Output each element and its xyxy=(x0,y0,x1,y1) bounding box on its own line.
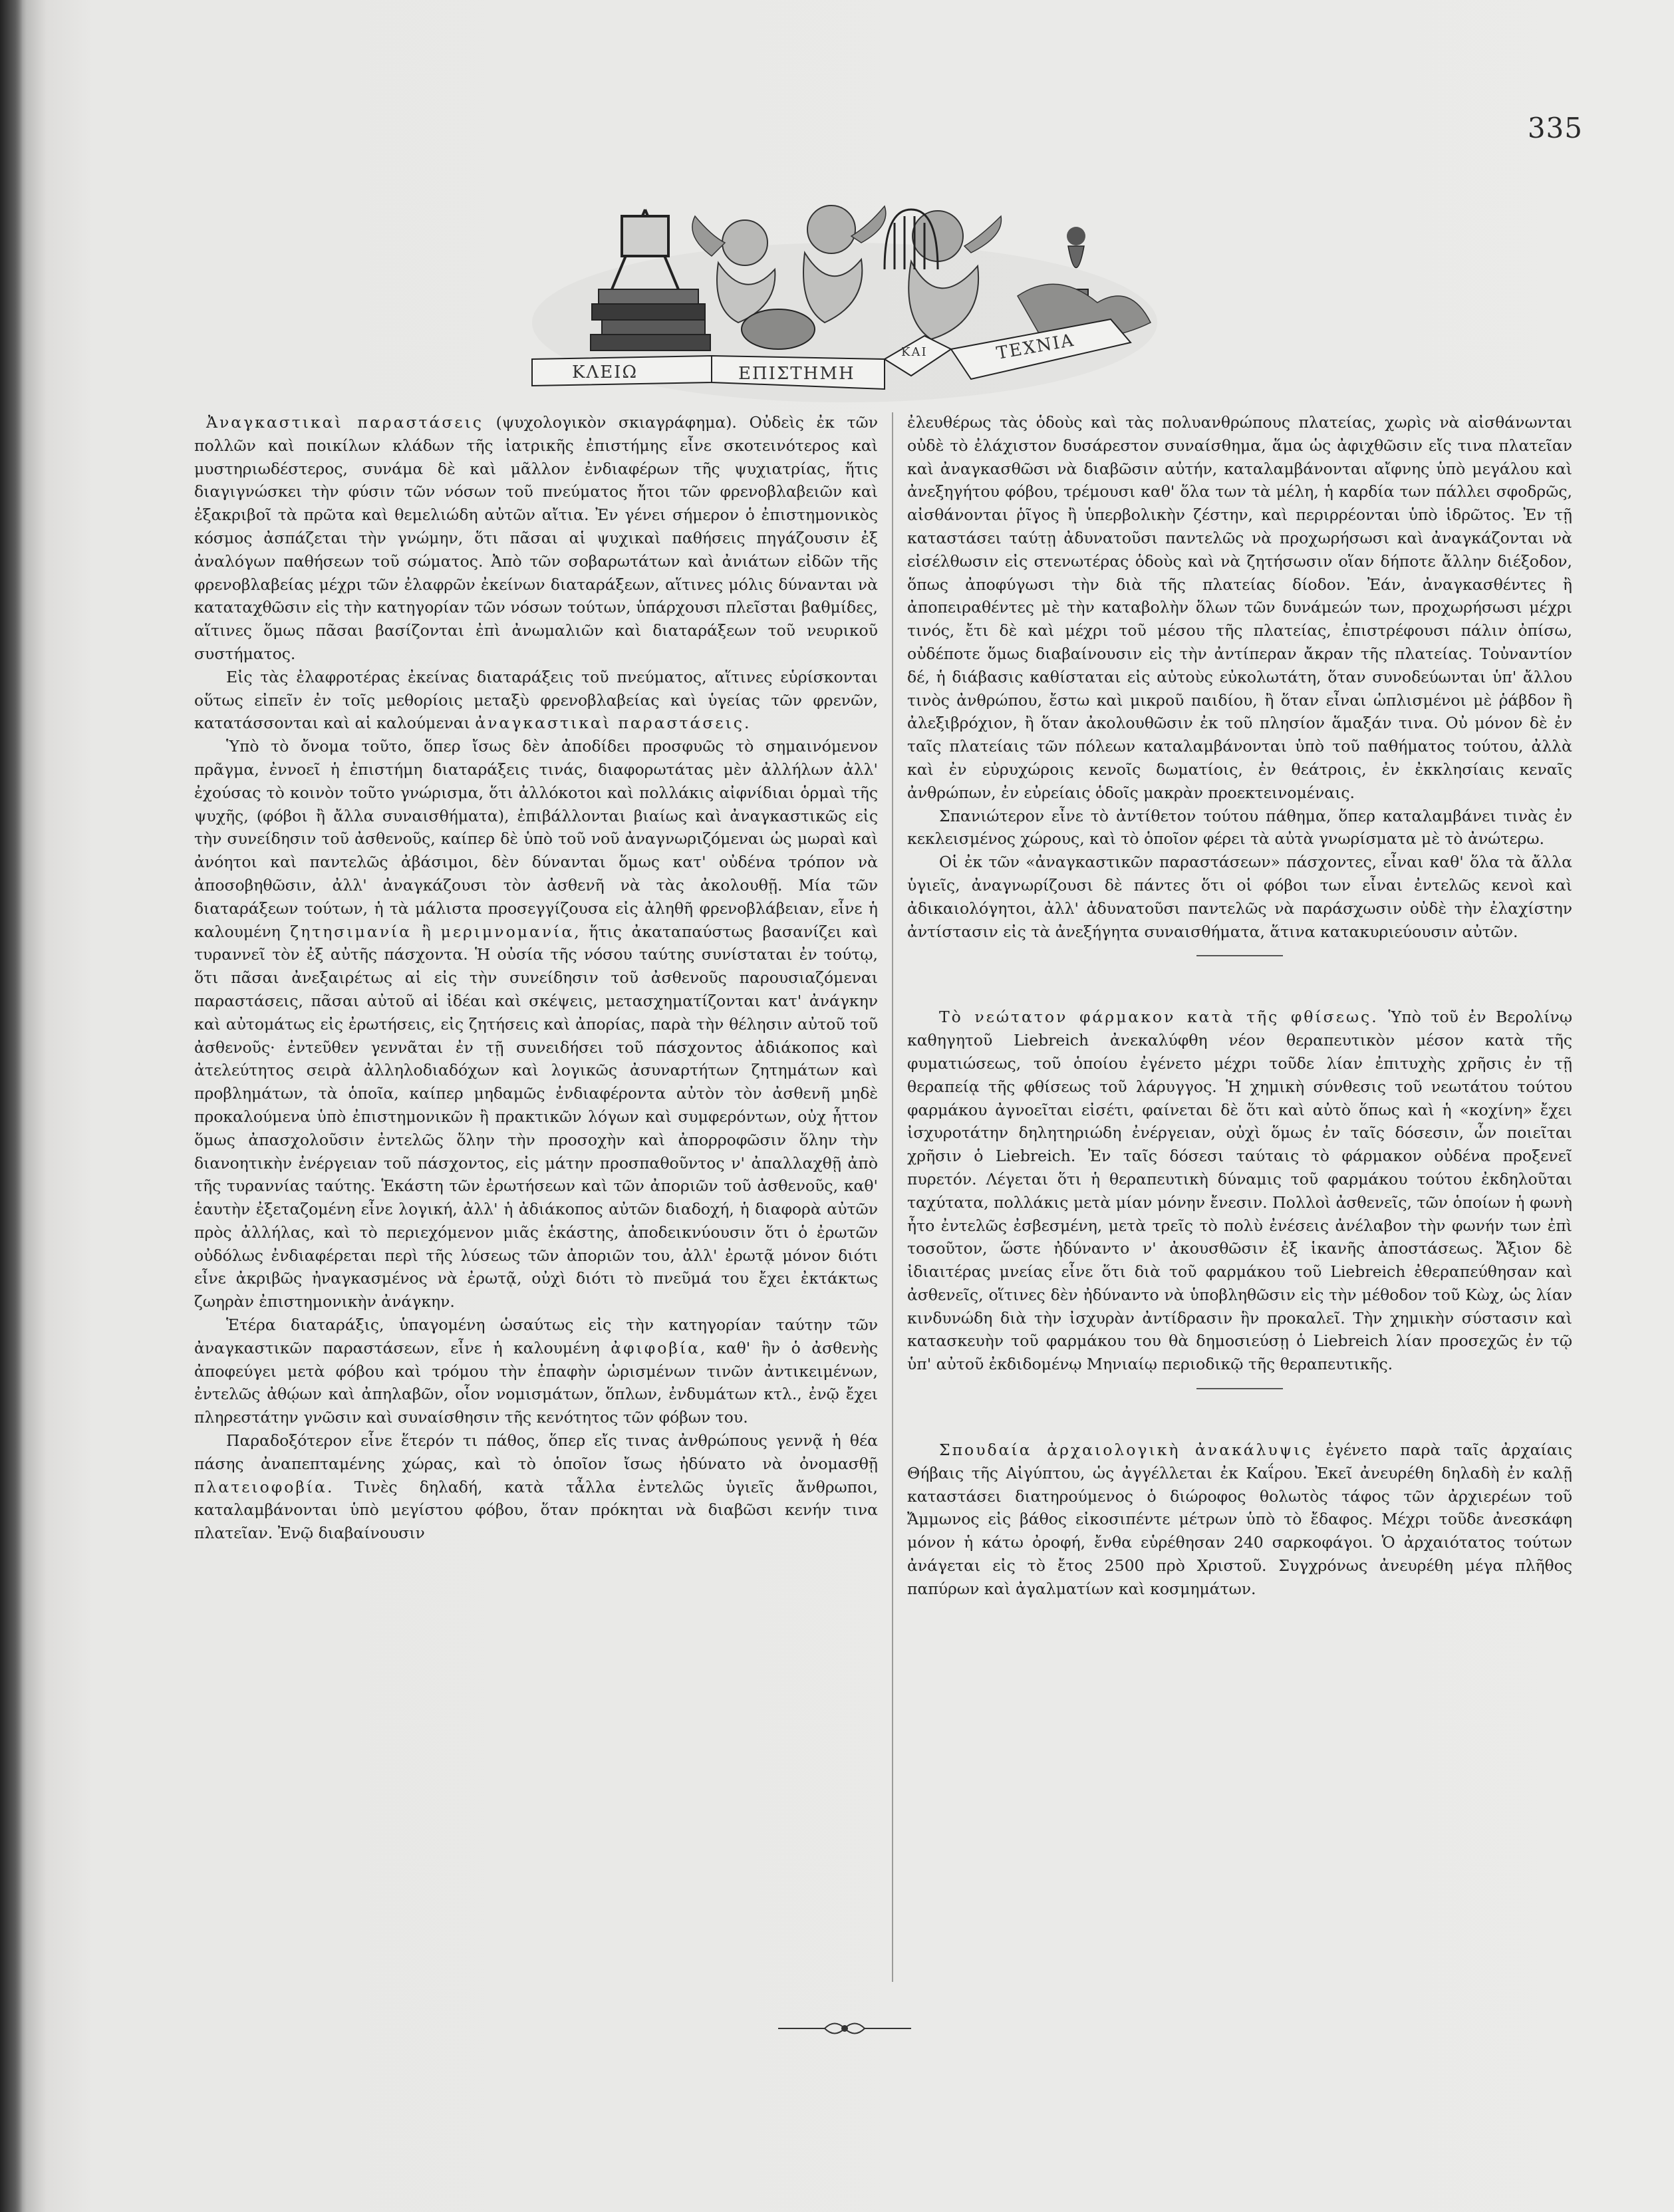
emphasized-term: πλατειοφοβία xyxy=(194,1477,328,1496)
article-paragraph: Ὑπὸ τὸ ὄνομα τοῦτο, ὅπερ ἴσως δὲν ἀποδίδει προσφυῶς τὸ σημαινόμενον πρᾶγμα, ἐννοεῖ ἡ ἐπιστήμη διαταράξεις τινάς, διαφορωτάτας μὲν ἀλλήλων ἀλλ' ἐχούσας τὸ κοινὸν τοῦτο γνώρισμα, ὅτι ἀλλόκοτοι καὶ πολλάκις αἰφνίδιαι ὁρμαὶ τῆς ψυχῆς, (φόβοι ἢ ἄλλα συναισθήματα), ἐπιβάλλονται βιαίως καὶ ἀναγκαστικῶς εἰς τὴν συνείδησιν τοῦ ἀσθενοῦς, καίπερ δὲ ὑπὸ τοῦ νοῦ ἀναγνωριζόμεναι ὡς μωραὶ καὶ ἀνόητοι καὶ παντελῶς ἀβάσιμοι, δὲν δύνανται ὅμως κατ' οὐδένα τρόπον νὰ ἀποσοβηθῶσιν, ἀλλ' ἀναγκάζουσι τὸν ἀσθενῆ νὰ τὰς ἀκολουθῇ. Μία τῶν διαταράξεων τούτων, ἡ τὰ μάλιστα προσεγγίζουσα εἰς ἀληθῆ φρενοβλάβειαν, εἶνε ἡ καλουμένη ζητησιμανία ἢ μεριμνομανία, ἥτις ἀκαταπαύστως βασανίζει καὶ τυραννεῖ τὸν ἐξ αὐτῆς πάσχοντα. Ἡ οὐσία τῆς νόσου ταύτης συνίσταται ἐν τούτῳ, ὅτι πᾶσαι ἀνεξαιρέτως αἱ εἰς τὴν συνείδησιν τοῦ ἀσθενοῦς παρουσιαζόμεναι παραστάσεις, πᾶσαι αὐτοῦ αἱ ἰδέαι καὶ σκέψεις, μετασχηματίζονται κατ' ἀνάγκην καὶ αὐτομάτως εἰς ἐρωτήσεις, εἰς ζητήσεις καὶ ἀπορίας, παρὰ τὴν θέλησιν αὐτοῦ τοῦ ἀσθενοῦς· ἐντεῦθεν γεννᾶται ἐν τῇ συνειδήσει τοῦ πάσχοντος ἀδιάκοπος καὶ ἀτελεύτητος σειρὰ ἀλληλοδιαδόχων καὶ λογικῶς ἀσυναρτήτων ζητημάτων καὶ προβλημάτων, τὰ ὁποῖα, καίπερ μηδαμῶς ἐνδιαφέροντα αὐτὸν τὸν ἀσθενῆ μηδὲ προκαλούμενα ὑπὸ ἐπιστημονικῶν ἢ πρακτικῶν λόγων καὶ συμφερόντων, οὐχ ἧττον ὅμως ἀπασχολοῦσιν ἐντελῶς ὅλην τὴν προσοχὴν καὶ ἀπορροφῶσιν ὅλην τὴν διανοητικὴν ἐνέργειαν τοῦ πάσχοντος, εἰς μάτην προσπαθοῦντος ν' ἀπαλλαχθῇ ἀπὸ τῆς τυραννίας ταύτης. Ἑκάστη τῶν ἐρωτήσεων καὶ τῶν ἀποριῶν τοῦ ἀσθενοῦς, καθ' ἑαυτὴν ἐξεταζομένη εἶνε λογική, ἀλλ' ἡ ἀδιάκοπος αὐτῶν διαδοχή, ἡ διαφορὰ αὐτῶν πρὸς ἀλλήλας, καὶ τὸ περιεχόμενον μιᾶς ἑκάστης, ἀποδεικνύουσιν ὅτι ὁ ἐρωτῶν οὐδόλως ἐνδιαφέρεται περὶ τῆς λύσεως τῶν ἀποριῶν του, ἀλλ' ἐρωτᾷ μόνον διότι εἶνε ἀκριβῶς ἠναγκασμένος νὰ ἐρωτᾷ, οὐχὶ διότι τὸ πνεῦμά του ἔχει ἐκτάκτως ζωηρὰν ἐπιστημονικὴν ἀνάγκην. xyxy=(194,737,878,1312)
article-paragraph: Τὸ νεώτατον φάρμακον κατὰ τῆς φθίσεως. Ὑπὸ τοῦ ἐν Βερολίνῳ καθηγητοῦ Liebreich ἀνεκαλύφθη νέον θεραπευτικὸν μέσον κατὰ τῆς φυματιώσεως, τοῦ ὁποίου ἐγένετο μέχρι τοῦδε λίαν ἐπιτυχὴς χρῆσις ἐν τῇ θεραπείᾳ τῆς φθίσεως τοῦ λάρυγγος. Ἡ χημικὴ σύνθεσις τοῦ νεωτάτου τούτου φαρμάκου ἀγνοεῖται εἰσέτι, φαίνεται δὲ ὅτι καὶ αὐτὸ ὅπως καὶ ἡ «κοχίνη» ἔχει ἰσχυροτάτην δηλητηριώδη ἐνέργειαν, οὐχὶ ὅμως ἐν ταῖς δόσεσιν, ὧν ποιεῖται χρῆσιν ὁ Liebreich. Ἐν ταῖς δόσεσι ταύταις τὸ φάρμακον οὐδένα προξενεῖ πυρετόν. Λέγεται ὅτι ἡ θεραπευτικὴ δύναμις τοῦ φαρμάκου τούτου ἐκδηλοῦται ταχύτατα, πολλάκις μετὰ μίαν μόνην ἔνεσιν. Πολλοὶ ἀσθενεῖς, τῶν ὁποίων ἡ φωνὴ ἦτο ἐντελῶς ἐσβεσμένη, μετὰ τρεῖς τὸ πολὺ ἐνέσεις ἀνέλαβον τὴν φωνήν των ἐπὶ τοσοῦτον, ὥστε ἠδύναντο ν' ἀκουσθῶσιν ἐξ ἱκανῆς ἀποστάσεως. Ἄξιον δὲ ἰδιαιτέρας μνείας εἶνε ὅτι διὰ τοῦ φαρμάκου τοῦ Liebreich ἐθεραπεύθησαν καὶ ἀσθενεῖς, οἵτινες δὲν ἠδύναντο νὰ ὑποβληθῶσιν εἰς τὴν μέθοδον τοῦ Κὼχ, ὡς λίαν κινδυνώδη διὰ τὴν ἰσχυρὰν ἀντίδρασιν ἣν προκαλεῖ. Τὴν χημικὴν σύστασιν καὶ κατασκευὴν τοῦ φαρμάκου του θὰ δημοσιεύσῃ ὁ Liebreich λίαν προσεχῶς ἐν τῷ ὑπ' αὐτοῦ ἐκδιδομένῳ Μηνιαίῳ περιοδικῷ τῆς θεραπευτικῆς. xyxy=(907,1008,1572,1374)
banner-text-kleio: ΚΛΕΙΩ xyxy=(572,362,638,382)
banner-text-episteme: ΕΠΙΣΤΗΜΗ xyxy=(738,364,855,384)
article-paragraph: Εἰς τὰς ἐλαφροτέρας ἐκείνας διαταράξεις τοῦ πνεύματος, αἵτινες εὑρίσκονται οὕτως εἰπεῖν ἐν τοῖς μεθορίοις μεταξὺ φρενοβλαβείας καὶ ὑγείας τῶν φρενῶν, κατατάσσονται καὶ αἱ καλούμεναι ἀναγκαστικαὶ παραστάσεις. xyxy=(194,667,878,733)
article-subtitle: (ψυχολογικὸν σκιαγράφημα). xyxy=(483,413,737,432)
page-number: 335 xyxy=(1527,112,1583,144)
banner-text-techne: ΤΕΧΝΙΑ xyxy=(995,330,1077,364)
article-paragraph: ἐλευθέρως τὰς ὁδοὺς καὶ τὰς πολυανθρώπους πλατείας, χωρὶς νὰ αἰσθάνωνται οὐδὲ τὸ ἐλάχιστον δυσάρεστον συναίσθημα, ἅμα ὡς ἀφιχθῶσιν εἴς τινα πλατεῖαν καὶ ἀναγκασθῶσι νὰ διαβῶσιν αὐτήν, καταλαμβάνονται αἴφνης ὑπὸ μεγάλου καὶ ἀνεξηγήτου φόβου, τρέμουσι καθ' ὅλα των τὰ μέλη, ἡ καρδία των πάλλει σφοδρῶς, αἰσθάνονται ῥῖγος ἢ ὑπερβολικὴν ζέστην, καὶ περιρρέονται ὑπὸ ἱδρῶτος. Ἐν τῇ καταστάσει ταύτῃ ἀδυνατοῦσι παντελῶς νὰ προχωρήσωσι καὶ ἀναγκάζονται νὰ εἰσέλθωσιν εἰς στενωτέρας ὁδοὺς καὶ νὰ ζητήσωσιν οἵαν δήποτε ἄλλην διέξοδον, ὅπως ἀποφύγωσι τὴν διὰ τῆς πλατείας δίοδον. Ἐάν, ἀναγκασθέντες ἢ ἀποπειραθέντες μὲ τὴν καταβολὴν ὅλων τῶν δυνάμεών των, προχωρήσωσι μέχρι τινός, ἔτι δὲ καὶ μέχρι τοῦ μέσου τῆς πλατείας, ἐπιστρέφουσι πάλιν ὀπίσω, οὐδέποτε ὅμως διαβαίνουσιν εἰς τὴν ἀντίπεραν ἄκραν τῆς πλατείας. Τοὐναντίον δέ, ἡ διάβασις καθίσταται εἰς αὐτοὺς εὐκολωτάτη, ὅταν συνοδεύωνται ὑπ' ἄλλου τινὸς ἀνθρώπου, ἔστω καὶ μικροῦ παιδίου, ἢ ὅταν εἶναι ὡπλισμένοι μὲ ῥάβδον ἢ ἀλεξιβρόχιον, ἢ ὅταν ἀκολουθῶσιν ἐκ τοῦ πλησίον ἅμαξάν τινα. Οὐ μόνον δὲ ἐν ταῖς πλατείαις τῶν πόλεων καταλαμβάνονται ὑπὸ τοῦ παθήματος τούτου, ἀλλὰ καὶ ἐν εὐρυχώροις κενοῖς δωματίοις, ἐν θεάτροις, ἐν ἐκκλησίαις κεναῖς ἀνθρώπων, ἐν εὐρείαις ὁδοῖς μακρὰν προεκτεινομέναις. xyxy=(907,413,1572,802)
column-divider xyxy=(892,412,893,1982)
emphasized-term: ζητησιμανία xyxy=(290,922,412,941)
emphasized-term: μεριμνομανία xyxy=(440,922,575,941)
left-column xyxy=(194,411,878,1545)
banner-text-kai: ΚΑΙ xyxy=(901,345,928,359)
article-paragraph: Σπουδαία ἀρχαιολογικὴ ἀνακάλυψις ἐγένετο παρὰ ταῖς ἀρχαίαις Θήβαις τῆς Αἰγύπτου, ὡς ἀγγέλλεται ἐκ Καΐρου. Ἐκεῖ ἀνευρέθη δηλαδὴ ἐν καλῇ καταστάσει διατηρούμενος ὁ διώροφος θολωτὸς τάφος τῶν ἀρχιερέων τοῦ Ἄμμωνος εἰς βάθος εἰκοσιπέντε μέτρων ὑπὸ τὸ ἔδαφος. Μέχρι τοῦδε ἀνεσκάφη μόνον ἡ κάτω ὀροφή, ἔνθα εὑρέθησαν 240 σαρκοφάγοι. Ὁ ἀρχαιότατος τούτων ἀνάγεται εἰς τὸ ἔτος 2500 πρὸ Χριστοῦ. Συγχρόνως ἀνευρέθη μέγα πλῆθος παπύρων καὶ ἀγαλματίων καὶ κοσμημάτων. xyxy=(907,1441,1572,1598)
footer-ornament-icon xyxy=(778,2015,911,2042)
right-column xyxy=(907,411,1572,1601)
emphasized-term: ἀναγκαστικαὶ παραστάσεις. xyxy=(475,714,752,733)
article-paragraph: Παραδοξότερον εἶνε ἕτερόν τι πάθος, ὅπερ εἴς τινας ἀνθρώπους γεννᾷ ἡ θέα πάσης ἀναπεπταμένης χώρας, καὶ τὸ ὁποῖον ἴσως ἠδύνατο νὰ ὀνομασθῇ πλατειοφοβία. Τινὲς δηλαδή, κατὰ τἆλλα ἐντελῶς ὑγιεῖς ἄνθρωποι, καταλαμβάνονται ὑπὸ μεγίστου φόβου, ὅταν πρόκηται νὰ διαβῶσι κενήν τινα πλατεῖαν. Ἐνῷ διαβαίνουσιν xyxy=(194,1431,878,1543)
emphasized-term: ἀφιφοβία xyxy=(611,1338,701,1357)
article-separator xyxy=(1196,1388,1283,1389)
article-paragraph: Σπανιώτερον εἶνε τὸ ἀντίθετον τούτου πάθημα, ὅπερ καταλαμβάνει τινὰς ἐν κεκλεισμένος χώρους, καὶ τὸ ὁποῖον φέρει τὰ αὐτὰ γνωρίσματα μὲ τὸ ἀνώτερω. xyxy=(907,806,1572,849)
article-paragraph: Ἀναγκαστικαὶ παραστάσεις (ψυχολογικὸν σκιαγράφημα). Οὐδεὶς ἐκ τῶν πολλῶν καὶ ποικίλων κλάδων τῆς ἰατρικῆς ἐπιστήμης εἶνε σκοτεινότερος καὶ μυστηριωδέστερος, συνάμα δὲ καὶ μᾶλλον ἐνδιαφέρων τῆς ψυχιατρίας, ἥτις διαγιγνώσκει τὴν φύσιν τῶν νόσων τοῦ πνεύματος ἤτοι τῶν φρενοβλαβειῶν καὶ ἐξακριβοῖ τὰ πρῶτα καὶ θεμελιώδη αὐτῶν αἴτια. Ἐν γένει σήμερον ὁ ἐπιστημονικὸς κόσμος ἀσπάζεται τὴν γνώμην, ὅτι πᾶσαι αἱ ψυχικαὶ παθήσεις πηγάζουσιν ἐξ ἀναλόγων παθήσεων τοῦ σώματος. Ἀπὸ τῶν σοβαρωτάτων καὶ ἀνιάτων εἰδῶν τῆς φρενοβλαβείας μέχρι τῶν ἐλαφρῶν ἐκείνων διαταράξεων, αἵτινες μόλις δύνανται νὰ καταταχθῶσιν εἰς τὴν κατηγορίαν τῶν νόσων τούτων, ὑπάρχουσι πλεῖσται βαθμίδες, αἵτινες ὅμως πᾶσαι βασίζονται ἐπὶ ἀνωμαλιῶν καὶ διαταράξεων τοῦ νευρικοῦ συστήματος. xyxy=(194,413,878,663)
article-title: Σπουδαία ἀρχαιολογικὴ ἀνακάλυψις xyxy=(939,1441,1313,1460)
books-illustration xyxy=(591,289,710,350)
article-separator xyxy=(1196,955,1283,956)
article-title: Ἀναγκαστικαὶ παραστάσεις xyxy=(206,413,484,432)
palette-illustration xyxy=(742,309,815,349)
article-title: Τὸ νεώτατον φάρμακον κατὰ τῆς φθίσεως. xyxy=(939,1008,1379,1027)
article-paragraph: Οἱ ἐκ τῶν «ἀναγκαστικῶν παραστάσεων» πάσχοντες, εἶναι καθ' ὅλα τὰ ἄλλα ὑγιεῖς, ἀναγνωρίζουσι δὲ πάντες ὅτι οἱ φόβοι των εἶναι ἐντελῶς κενοὶ καὶ ἀδικαιολόγητοι, ἀλλ' ἀδυνατοῦσι παντελῶς νὰ παράσχωσιν οὐδὲ τὴν ἐλαχίστην ἀντίστασιν εἰς τὰ ἀνεξήγητα συναισθήματα, ἅτινα κατακυριεύουσιν αὐτῶν. xyxy=(907,853,1572,941)
book-spine-shadow xyxy=(0,0,23,2212)
article-paragraph: Ἑτέρα διαταράξις, ὑπαγομένη ὡσαύτως εἰς τὴν κατηγορίαν ταύτην τῶν ἀναγκαστικῶν παραστάσεων, εἶνε ἡ καλουμένη ἀφιφοβία, καθ' ἣν ὁ ἀσθενὴς ἀποφεύγει μετὰ φόβου καὶ τρόμου τὴν ἐπαφὴν ὡρισμένων τινῶν ἀντικειμένων, ἐντελῶς ἀθῴων καὶ ἀπηλαβῶν, οἷον νομισμάτων, ὅπλων, ἐνδυμάτων κτλ., ἐνῷ ἔχει πληρεστάτην γνῶσιν καὶ συναίσθησιν τῆς κενότητος τῶν φόβων του. xyxy=(194,1315,878,1427)
header-ornament-illustration xyxy=(512,190,1171,409)
